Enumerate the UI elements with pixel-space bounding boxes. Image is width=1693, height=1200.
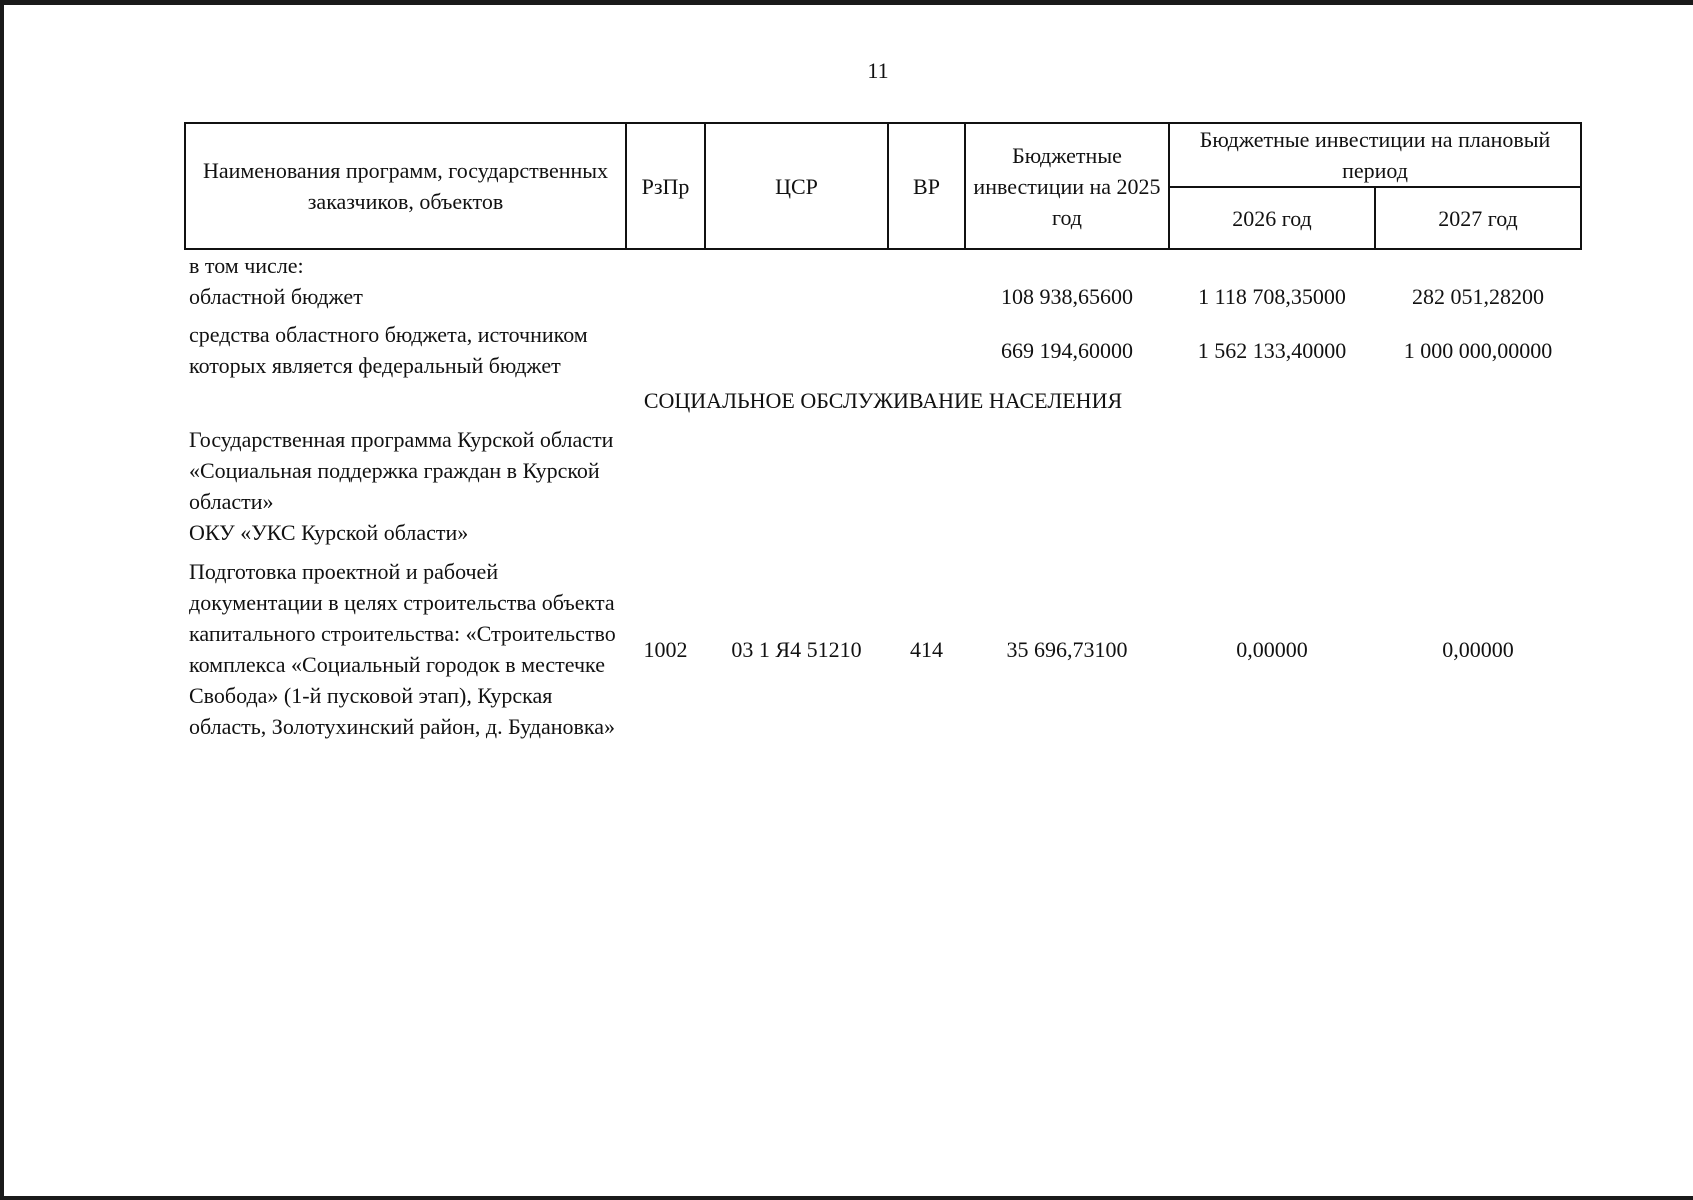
- program-name: Государственная программа Курской области «Социальная поддержка граждан в Курской области»: [189, 427, 614, 514]
- row-csr: 03 1 Я4 51210: [731, 636, 862, 662]
- row-value-2027: [1375, 249, 1581, 281]
- row-rzpr: [626, 249, 705, 281]
- header-year-2027: 2027 год: [1375, 187, 1581, 249]
- row-value-2025: [965, 249, 1169, 281]
- row-rzpr: [626, 418, 705, 548]
- row-value-2026: 1 118 708,35000: [1198, 284, 1346, 309]
- header-investments-2025: Бюджетные инвестиции на 2025 год: [965, 123, 1169, 249]
- table-row: [185, 281, 1581, 312]
- row-vr: [888, 281, 965, 312]
- table-row: [185, 418, 1581, 548]
- row-value-2027: 282 051,28200: [1412, 284, 1544, 309]
- table-header: [185, 123, 1581, 249]
- header-vr: ВР: [888, 123, 965, 249]
- object-name-part1: Подготовка проектной и рабочей документации в целях строительства объекта капитального строительства: «Строительство комплекса «Социальный городок в местечке: [189, 559, 616, 677]
- row-value-2026: 1 562 133,40000: [1197, 337, 1347, 363]
- page-number: 11: [867, 58, 889, 83]
- header-year-2026: 2026 год: [1169, 187, 1375, 249]
- table-body: [185, 249, 1581, 742]
- row-vr: [888, 249, 965, 281]
- header-name: Наименования программ, государственных заказчиков, объектов: [185, 123, 626, 249]
- section-title: СОЦИАЛЬНОЕ ОБСЛУЖИВАНИЕ НАСЕЛЕНИЯ: [643, 388, 1123, 413]
- row-value-2026: [1169, 249, 1375, 281]
- header-rzpr: РзПр: [626, 123, 705, 249]
- row-name: в том числе:: [189, 253, 304, 278]
- row-value-2027: 1 000 000,00000: [1403, 337, 1553, 363]
- customer-name: ОКУ «УКС Курской области»: [189, 520, 469, 545]
- row-vr: 414: [910, 636, 943, 662]
- row-value-2025: 108 938,65600: [1001, 284, 1133, 309]
- row-csr: [705, 281, 888, 312]
- header-csr: ЦСР: [705, 123, 888, 249]
- row-value-2026: 0,00000: [1236, 636, 1308, 662]
- table-row: [185, 548, 1581, 742]
- row-value-2026: [1169, 418, 1375, 548]
- table-row: [185, 249, 1581, 281]
- row-csr: [705, 418, 888, 548]
- row-value-2027: [1375, 418, 1581, 548]
- row-vr: [888, 418, 965, 548]
- section-row: [185, 381, 1581, 418]
- header-planned-period: Бюджетные инвестиции на плановый период: [1169, 123, 1581, 187]
- row-value-2027: 0,00000: [1442, 636, 1514, 662]
- row-csr: [705, 249, 888, 281]
- table-row: [185, 312, 1581, 381]
- row-vr: [888, 312, 965, 381]
- row-rzpr: [626, 312, 705, 381]
- row-value-2025: 35 696,73100: [1006, 636, 1128, 662]
- investment-table: [184, 122, 1582, 742]
- row-value-2025: 669 194,60000: [1001, 337, 1133, 363]
- row-name: [185, 548, 626, 742]
- row-name: областной бюджет: [189, 284, 363, 309]
- row-rzpr: 1002: [643, 636, 688, 662]
- row-name: средства областного бюджета, источником которых является федеральный бюджет: [189, 322, 588, 378]
- row-rzpr: [626, 281, 705, 312]
- row-name: [185, 418, 626, 548]
- object-name-part2: Свобода» (1-й пусковой этап), Курская область, Золотухинский район, д. Будановка»: [189, 683, 616, 739]
- row-csr: [705, 312, 888, 381]
- row-value-2025: [965, 418, 1169, 548]
